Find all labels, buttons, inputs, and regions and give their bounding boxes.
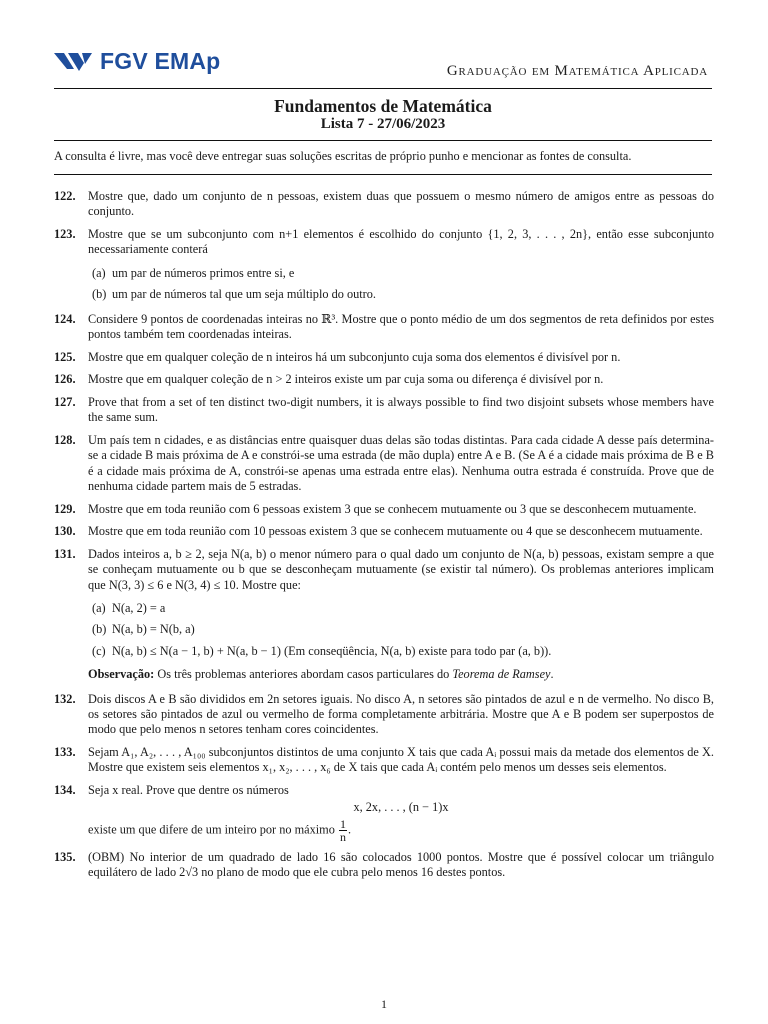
consultation-note: A consulta é livre, mas você deve entregar suas soluções escritas de próprio punho e mencionar as fontes de consulta.: [54, 149, 632, 163]
fgv-logo: [54, 50, 220, 73]
observation-end: .: [550, 667, 554, 682]
problem-number: 124.: [54, 311, 76, 326]
problem-131-item-b: [92, 622, 714, 637]
problem-text: Um país tem n cidades, e as distâncias entre quaisquer duas delas são todas distintas. Para cada cidade A desse país determina-se a cidade B mais próxima de A e constrói-se uma estrada (de mão dupla) entre A e B. (Se A é a cidade mais próxima de B e B é a cidade mais próxima de A, constrói-se apenas uma estrada entre elas). Nenhuma outra estrada é construída. Prove que de nenhuma cidade partem mais de 5 estradas.: [88, 432, 714, 494]
header: [54, 44, 714, 84]
observation: [88, 667, 714, 682]
item-text: N(a, 2) = a: [112, 601, 166, 616]
problem-text: Mostre que se um subconjunto com n+1 elementos é escolhido do conjunto {1, 2, 3, . . . , 2n}, então esse subconjunto necessariamente conterá: [88, 227, 714, 257]
problem-body: [88, 783, 714, 843]
problem-number: 122.: [54, 189, 76, 203]
problem-text: Dados inteiros a, b ≥ 2, seja N(a, b) o menor número para o qual dado um conjunto de N(a, b) pessoas, existam sempre a que se conheçam mutuamente ou b que se desconheçam mutuamente (se existir tal número). Os problemas anteriores implicam que N(3, 3) ≤ 6 e N(3, 4) ≤ 10. Mostre que:: [88, 546, 714, 592]
item-text: N(a, b) = N(b, a): [112, 622, 195, 637]
item-text: um par de números primos entre si, e: [112, 265, 295, 280]
ramsey-theorem: Teorema de Ramsey: [452, 667, 551, 682]
item-label: (a): [92, 265, 106, 280]
problem-tail: [88, 818, 714, 843]
problem-text: Mostre que em toda reunião com 6 pessoas existem 3 que se conhecem mutuamente ou 3 que se desconhecem mutuamente.: [88, 501, 697, 516]
problem-number: 129.: [54, 501, 76, 516]
problem-124: [54, 312, 714, 343]
problem-text: Mostre que em qualquer coleção de n > 2 inteiros existe um par cuja soma ou diferença é divisível por n.: [88, 372, 604, 387]
item-label: (c): [92, 643, 106, 658]
problem-126: [54, 372, 714, 387]
observation-label: Observação:: [88, 667, 155, 682]
problem-number: 127.: [54, 394, 76, 409]
problem-130: [54, 524, 714, 539]
observation-text: Os três problemas anteriores abordam casos particulares do: [157, 667, 450, 682]
item-text: N(a, b) ≤ N(a − 1, b) + N(a, b − 1) (Em conseqüência, N(a, b) existe para todo par (a, b)).: [112, 643, 552, 658]
problem-list: [54, 189, 714, 888]
problem-131: [54, 547, 714, 593]
tail-end: .: [347, 822, 352, 837]
number-sequence: x, 2x, . . . , (n − 1)x: [353, 800, 449, 815]
problem-132: [54, 692, 714, 738]
problem-134: [54, 783, 714, 843]
problem-133: [54, 745, 714, 776]
fraction-denominator: n: [339, 829, 346, 844]
item-label: (b): [92, 287, 107, 302]
page-subtitle: Lista 7 - 27/06/2023: [320, 116, 446, 132]
page-number: 1: [381, 997, 387, 1011]
item-text: um par de números tal que um seja múltiplo do outro.: [112, 287, 376, 302]
problem-text: Considere 9 pontos de coordenadas inteiras no ℝ³. Mostre que o ponto médio de um dos segmentos de reta definidos por estes pontos também tem coordenadas inteiras.: [88, 311, 714, 342]
item-label: (a): [92, 601, 106, 616]
page-title: Fundamentos de Matemática: [274, 96, 492, 116]
problem-text: Prove that from a set of ten distinct two-digit numbers, it is always possible to find two disjoint subsets whose members have the same sum.: [88, 394, 714, 425]
problem-123-item-a: [92, 266, 714, 281]
problem-number: 131.: [54, 546, 76, 561]
problem-123: [54, 227, 714, 258]
fgv-logo-icon: [54, 51, 94, 73]
tail-text: existe um que difere de um inteiro por no máximo: [88, 822, 335, 837]
header-rule: [54, 88, 712, 89]
problem-number: 128.: [54, 432, 76, 447]
problem-128: [54, 433, 714, 495]
problem-number: 125.: [54, 349, 76, 364]
problem-number: 133.: [54, 745, 76, 760]
problem-number: 126.: [54, 372, 76, 387]
problem-131-item-c: [92, 644, 714, 659]
problem-text: Mostre que em qualquer coleção de n inteiros há um subconjunto cuja soma dos elementos é divisível por n.: [88, 349, 621, 364]
problem-number: 135.: [54, 850, 76, 865]
fraction-numerator: 1: [339, 816, 346, 831]
problem-text: Mostre que, dado um conjunto de n pessoas, existem duas que possuem o mesmo número de amigos entre as pessoas do conjunto.: [88, 189, 714, 219]
problem-number: 132.: [54, 691, 76, 706]
item-label: (b): [92, 622, 107, 637]
title-rule-bottom: [54, 174, 712, 175]
fraction-one-over-n: [339, 818, 347, 843]
problem-125: [54, 350, 714, 365]
title-block: [54, 96, 712, 133]
problem-number: 134.: [54, 783, 76, 798]
problem-text: Seja x real. Prove que dentre os números: [88, 783, 289, 798]
problem-131-item-a: [92, 601, 714, 616]
problem-127: [54, 395, 714, 426]
title-rule-top: [54, 140, 712, 141]
problem-123-item-b: [92, 287, 714, 302]
problem-text: (OBM) No interior de um quadrado de lado 16 são colocados 1000 pontos. Mostre que é possível colocar um triângulo equilátero de lado 2√3 no plano de modo que ele cubra pelo menos 16 destes pontos.: [88, 850, 714, 880]
logo-text: FGV EMAp: [100, 48, 221, 74]
problem-135: [54, 850, 714, 881]
problem-text: Dois discos A e B são divididos em 2n setores iguais. No disco A, n setores são pintados de azul e n de vermelho. No disco B, os setores são pintados de azul ou vermelho de forma completamente arbitrária. Mostre que A e B podem ser superpostos de modo que pelo menos n setores tenham cores coincidentes.: [88, 691, 714, 737]
problem-122: [54, 189, 714, 220]
problem-text: Sejam A₁, A₂, . . . , A₁₀₀ subconjuntos distintos de uma conjunto X tais que cada Aᵢ possui mais da metade dos elementos de X. Mostre que existem seis elementos x₁, x₂, . . . , x₆ de X tais que cada Aᵢ contém pelo menos um desses seis elementos.: [88, 745, 714, 775]
problem-number: 123.: [54, 227, 76, 241]
problem-129: [54, 502, 714, 517]
problem-number: 130.: [54, 524, 76, 539]
problem-text: Mostre que em toda reunião com 10 pessoas existem 3 que se conhecem mutuamente ou 4 que se desconhecem mutuamente.: [88, 524, 703, 539]
program-name: Graduação em Matemática Aplicada: [446, 63, 708, 79]
